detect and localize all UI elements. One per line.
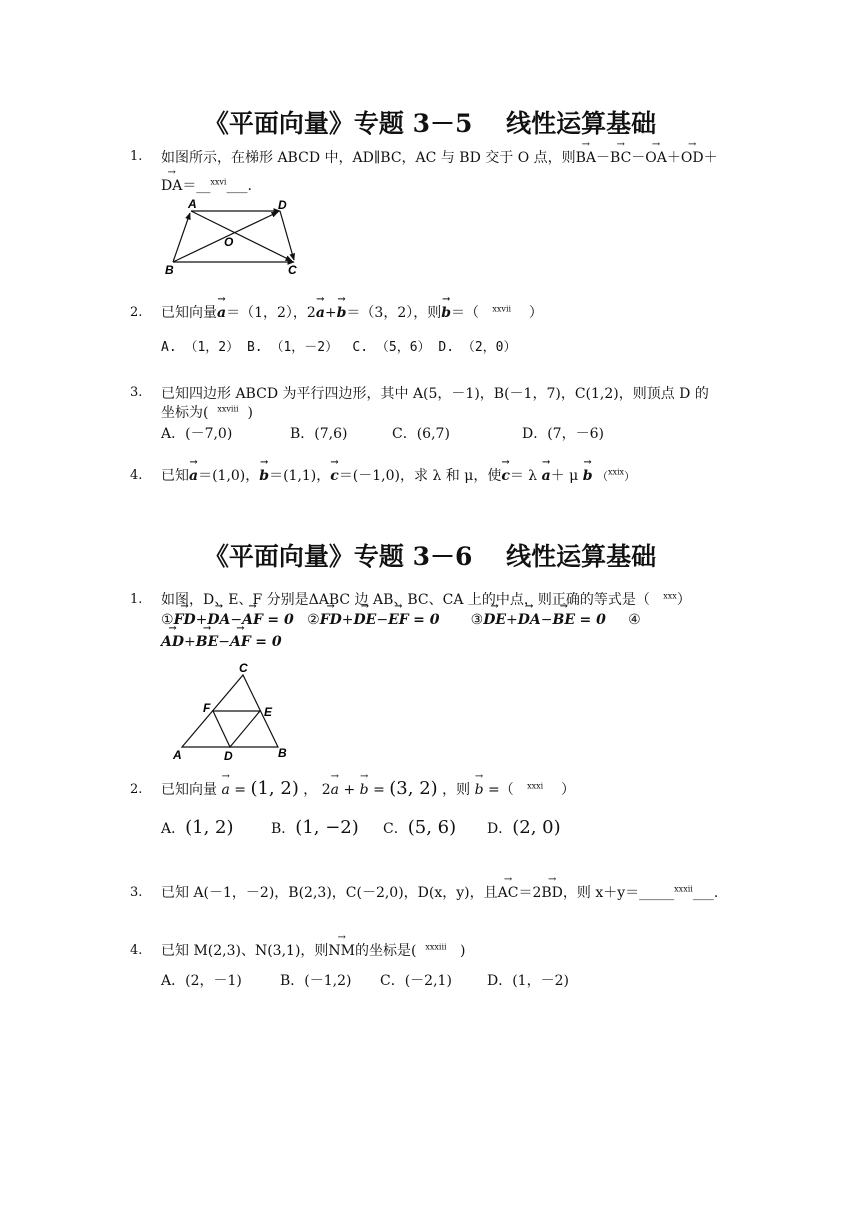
option-c: C．(－2,1) — [380, 973, 452, 989]
question-number: 3. — [130, 385, 143, 400]
vector-BD: BD → — [541, 885, 563, 901]
vector-BA: BA → — [576, 150, 596, 166]
vector-BC: BC → — [610, 150, 631, 166]
equation-row: ①FD →+DA →−AF → = 0 ②FD →+DE →−EF → = 0 ③DE →+DA →−BE → = 0 ④ — [161, 612, 641, 628]
question-number: 2. — [130, 305, 143, 320]
question-text-cont: 坐标为( $^{xxviii}$ ) — [161, 404, 253, 421]
answer-ref: xxvii — [492, 304, 512, 314]
equation-2: ②FD →+DE →−EF → = 0 — [307, 612, 439, 628]
option-d: D．(7，－6) — [522, 426, 604, 442]
question-number: 2. — [130, 782, 143, 797]
diagonal-AC — [191, 211, 292, 261]
answer-ref: xxxiii — [425, 942, 447, 952]
equation-4: AD →+BE →−AF → = 0 — [161, 634, 282, 650]
equation-3: ③DE →+DA →−BE → = 0 — [471, 612, 606, 628]
label-C: C — [239, 662, 248, 675]
question-text: 已知a →＝(1,0)，b →＝(1,1)，c →＝(－1,0)，求 λ 和 μ，使c →＝ λ a →＋ μ b → （$^{xxix}$） — [161, 465, 635, 485]
question-number: 4. — [130, 468, 143, 483]
vector-NM: NM → — [328, 943, 355, 959]
question-number: 1. — [130, 149, 143, 164]
option-b: B．(1, −2) — [271, 817, 359, 838]
label-B: B — [278, 746, 287, 760]
answer-ref: xxix — [607, 467, 625, 477]
answer-ref: xxxi — [527, 781, 544, 791]
option-a: A．(－7,0) — [161, 426, 233, 442]
midpoint-triangle-DEF — [213, 711, 260, 747]
answer-ref: xxxii — [674, 884, 693, 894]
question-text: 已知四边形 ABCD 为平行四边形，其中 A(5，－1)，B(－1，7)，C(1,2)，则顶点 D 的 — [161, 386, 709, 402]
question-text: 如图所示，在梯形 ABCD 中，AD∥BC，AC 与 BD 交于 O 点，则BA →－BC →－OA →＋OD →＋ — [161, 147, 718, 167]
section-title-3-6: 《平面向量》专题 3－6 线性运算基础 — [203, 542, 657, 571]
trapezoid-figure — [160, 195, 310, 280]
answer-ref: xxviii — [217, 404, 239, 414]
edge-DC — [280, 211, 294, 260]
question-text: 已知向量a →＝（1，2），2a →+b →＝（3，2），则b →＝（ $^{xxvii}$ ） — [161, 302, 543, 322]
option-c: C．(6,7) — [392, 426, 450, 442]
equation-1: ①FD →+DA →−AF → = 0 — [161, 612, 294, 628]
vector-OA: OA → — [645, 150, 667, 166]
option-a: A．(2，－1) — [161, 973, 242, 989]
section-title-3-5: 《平面向量》专题 3－5 线性运算基础 — [203, 109, 657, 138]
vector-AC: AC → — [498, 885, 519, 901]
triangle-figure — [168, 662, 298, 764]
label-O: O — [224, 235, 234, 249]
label-D: D — [224, 749, 233, 763]
question-number: 4. — [130, 943, 143, 958]
question-text: 已知 M(2,3)、N(3,1)，则NM →的坐标是( $^{xxxiii}$ ) — [161, 940, 465, 960]
option-a: A．(1, 2) — [161, 817, 234, 838]
answer-ref: xxvi — [210, 177, 227, 187]
answer-ref: xxx — [663, 591, 677, 601]
label-A: A — [173, 748, 182, 762]
question-text: 已知向量 a → = (1, 2) ， 2a → + b → = (3, 2) ，则 b → =（ $^{xxxi}$ ） — [161, 778, 575, 799]
question-text-cont: DA →＝__$^{xxvi}$___. — [161, 175, 252, 195]
label-B: B — [165, 263, 174, 277]
label-F: F — [203, 701, 211, 715]
option-c: C．(5, 6) — [383, 817, 457, 838]
option-b: B．(7,6) — [290, 426, 348, 442]
option-b: B．(－1,2) — [280, 973, 352, 989]
label-D: D — [278, 198, 287, 212]
vector-DA: DA → — [161, 178, 182, 194]
question-number: 1. — [130, 592, 143, 607]
vector-OD: OD → — [681, 150, 704, 166]
answer-options: A. （1，2） B. （1，－2） C. （5，6） D. （2，0） — [161, 340, 517, 355]
label-E: E — [264, 705, 273, 719]
label-C: C — [288, 263, 297, 277]
question-text: 如图，D、E、F 分别是ΔABC 边 AB、BC、CA 上的中点，则正确的等式是（ $^{xxx}$） — [161, 591, 691, 608]
option-d: D．(2, 0) — [487, 817, 561, 838]
label-A: A — [188, 197, 197, 211]
question-text: 已知 A(－1，－2)，B(2,3)，C(－2,0)，D(x，y)，且AC →＝2BD →，则 x＋y＝_____$^{xxxii}$___. — [161, 882, 718, 902]
option-d: D．(1，－2) — [487, 973, 569, 989]
question-number: 3. — [130, 885, 143, 900]
